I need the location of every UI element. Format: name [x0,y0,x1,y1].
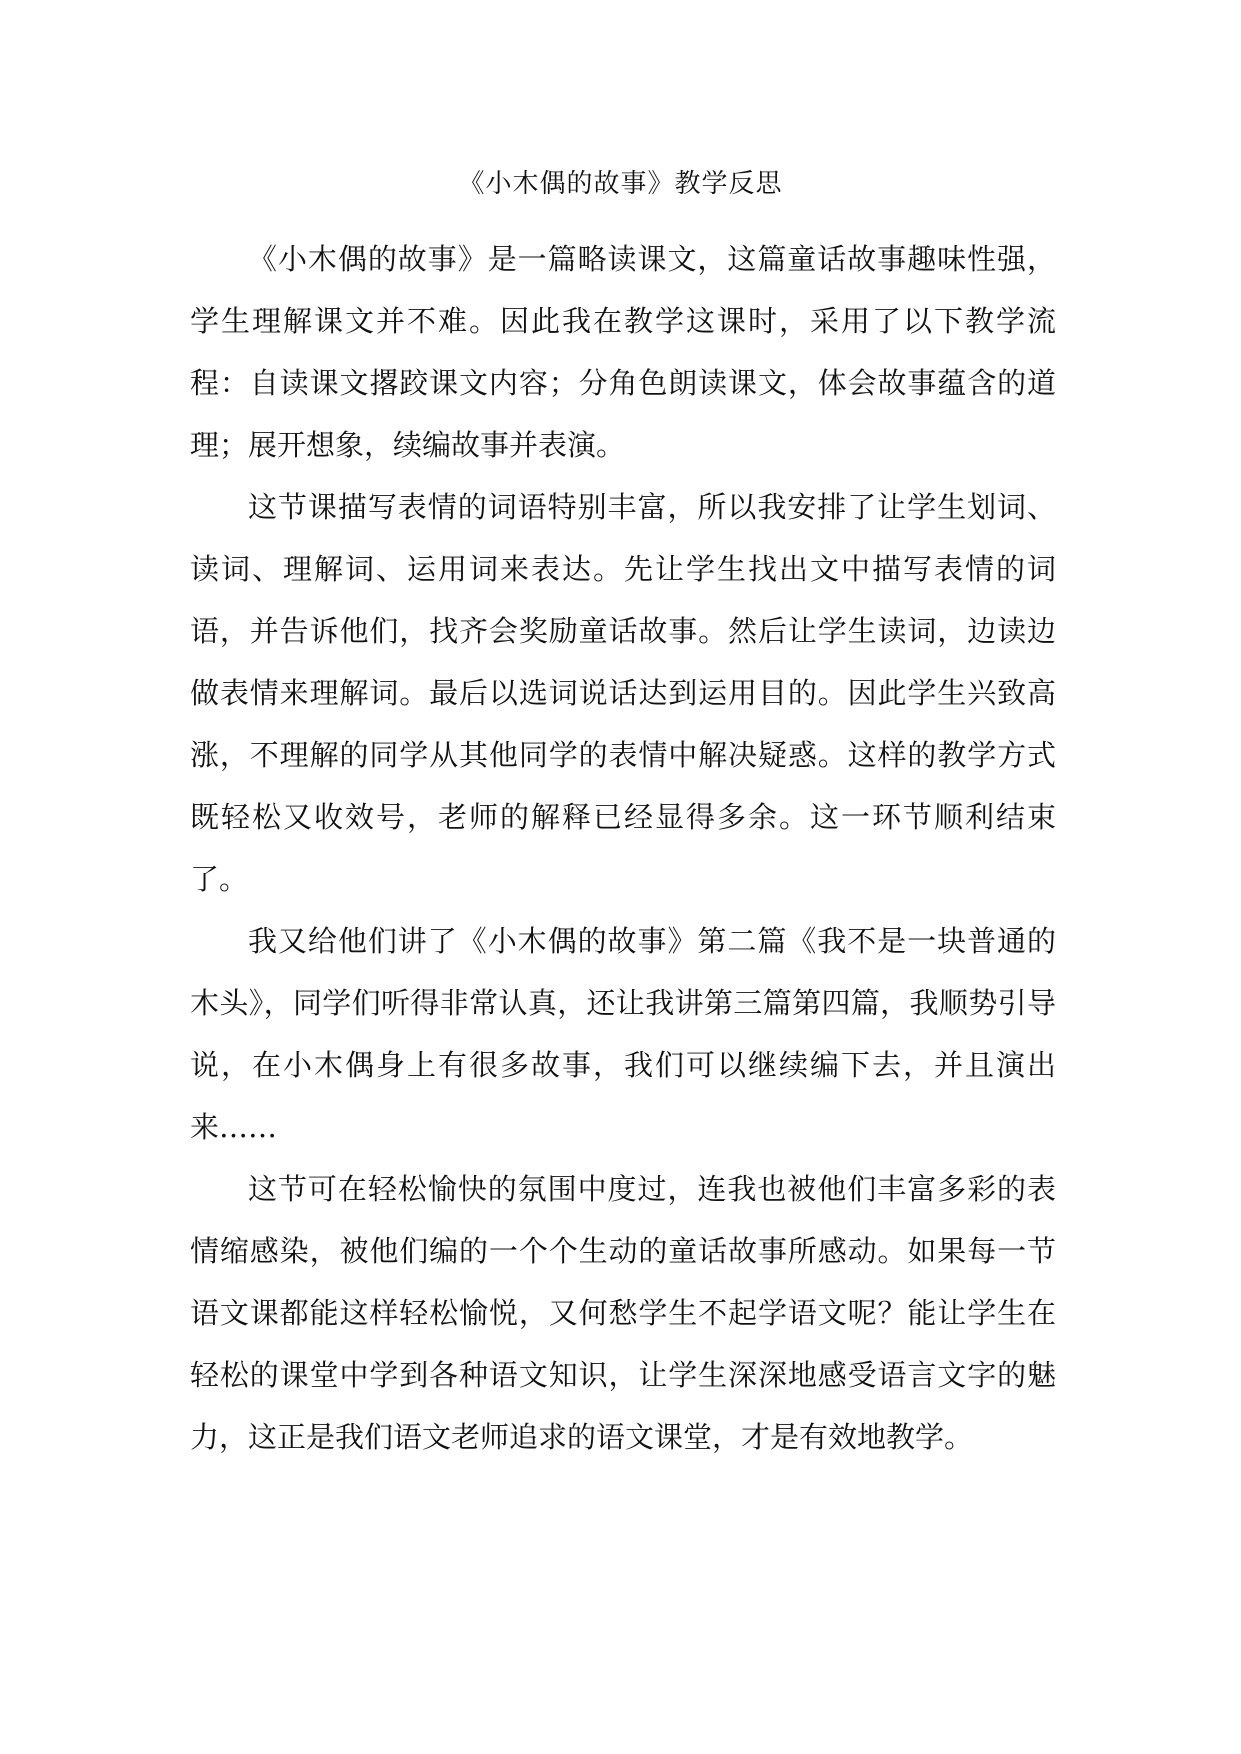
paragraph-2: 这节课描写表情的词语特别丰富，所以我安排了让学生划词、读词、理解词、运用词来表达。先让学生找出文中描写表情的词语，并告诉他们，找齐会奖励童话故事。然后让学生读词，边读边做表情来理解词。最后以选词说话达到运用目的。因此学生兴致高涨，不理解的同学从其他同学的表情中解决疑惑。这样的教学方式既轻松又收效号，老师的解释已经显得多余。这一环节顺利结束了。 [190,490,1056,896]
document-title: 《小木偶的故事》教学反思 [458,169,783,199]
paragraph-4: 这节可在轻松愉快的氛围中度过，连我也被他们丰富多彩的表情缩感染，被他们编的一个个生动的童话故事所感动。如果每一节语文课都能这样轻松愉悦，又何愁学生不起学语文呢？能让学生在轻松的课堂中学到各种语文知识，让学生深深地感受语言文字的魅力，这正是我们语文老师追求的语文课堂，才是有效地教学。 [190,1172,1056,1454]
paragraph-3: 我又给他们讲了《小木偶的故事》第二篇《我不是一块普通的木头》，同学们听得非常认真，还让我讲第三篇第四篇，我顺势引导说，在小木偶身上有很多故事，我们可以继续编下去，并且演出来…… [190,924,1056,1144]
paragraph-1: 《小木偶的故事》是一篇略读课文，这篇童话故事趣味性强，学生理解课文并不难。因此我在教学这课时，采用了以下教学流程：自读课文撂跤课文内容；分角色朗读课文，体会故事蕴含的道理；展开想象，续编故事并表演。 [190,242,1056,462]
document-body [190,228,1056,1468]
